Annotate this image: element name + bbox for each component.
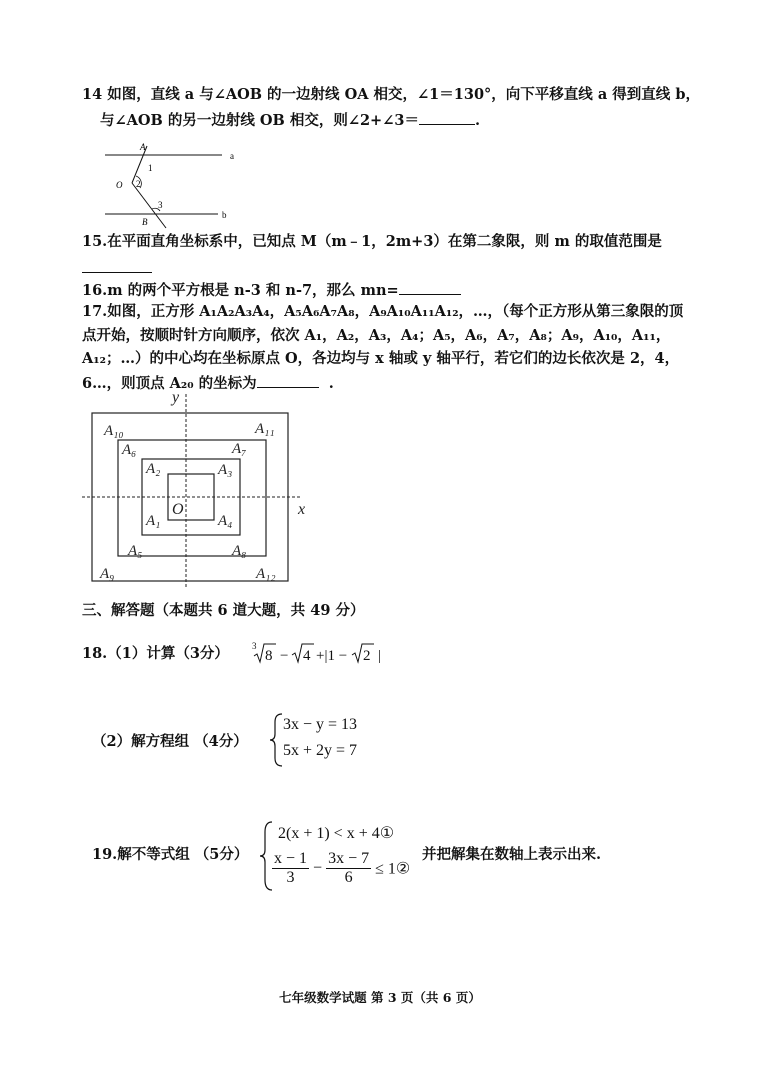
label-a4: A₄ — [218, 513, 233, 529]
q19-frac1-num: x − 1 — [274, 850, 308, 867]
q17-line4-end: . — [328, 375, 334, 392]
q18-part2-label: （2）解方程组 （4分） — [92, 733, 248, 750]
q14-figure — [100, 138, 240, 230]
q16-answer-blank — [399, 280, 461, 295]
q14-line2 — [100, 110, 480, 130]
label-a6: A₆ — [122, 442, 137, 458]
q15-line1: 15.在平面直角坐标系中，已知点 M（m﹣1，2m+3）在第二象限，则 m 的取值范围是 — [82, 233, 662, 250]
q14-label-2: 2 — [136, 179, 141, 189]
q19-ineq1: 2(x + 1) < x + 4① — [278, 825, 395, 842]
q14-label-b: b — [222, 210, 227, 220]
label-a10: A₁₀ — [104, 423, 124, 439]
q14-label-O: O — [116, 180, 123, 190]
label-a11: A₁₁ — [255, 421, 275, 437]
cube-root-index: 3 — [252, 641, 257, 651]
q15-answer-blank — [82, 258, 152, 273]
x-axis-label: x — [298, 501, 306, 518]
q17-answer-blank — [257, 373, 319, 388]
radicand-2: 2 — [363, 648, 371, 664]
q19-frac1-den: 3 — [286, 869, 295, 886]
q19-suffix: 并把解集在数轴上表示出来. — [422, 846, 602, 863]
q19-ineq2: $\frac{x - 1}{3}$ − $\frac{3x - 7}{6}$ ≤ 1② — [274, 850, 411, 886]
q19-label: 19.解不等式组 （5分） — [92, 846, 249, 863]
q16-text: 16.m 的两个平方根是 n-3 和 n-7，那么 mn= — [82, 282, 399, 299]
svg-text:−: − — [280, 648, 289, 664]
label-a7: A₇ — [232, 441, 247, 457]
label-a12: A₁₂ — [256, 566, 276, 582]
q17-line2: 点开始，按顺时针方向顺序，依次 A₁，A₂，A₃，A₄；A₅，A₆，A₇，A₈；A₉，A₁₀，A₁₁， — [82, 327, 671, 344]
label-a1: A₁ — [146, 513, 161, 529]
q18-eq1: 3x − y = 13 — [283, 716, 358, 733]
square-a5-a8 — [118, 440, 266, 556]
q14-label-3: 3 — [158, 200, 163, 210]
q19-frac2-num: 3x − 7 — [328, 850, 370, 867]
q15-line2 — [82, 258, 152, 278]
q14-label-B: B — [142, 217, 148, 227]
q16-line — [82, 280, 461, 300]
q14-answer-blank — [419, 110, 475, 125]
q14-line2-text: 与∠AOB 的另一边射线 OB 相交，则∠2+∠3＝ — [100, 112, 419, 129]
svg-text:|: | — [378, 648, 382, 664]
radicand-4: 4 — [303, 648, 311, 664]
section3-title: 三、解答题（本题共 6 道大题，共 49 分） — [82, 602, 365, 619]
q17-figure — [80, 388, 320, 588]
q19-frac2-den: 6 — [344, 869, 353, 886]
q14-label-1: 1 — [148, 163, 153, 173]
label-a3: A₃ — [218, 462, 233, 478]
q18-eq2: 5x + 2y = 7 — [283, 742, 358, 759]
q19-frac1 — [272, 850, 309, 887]
q14-line2-end: . — [474, 112, 481, 129]
q17-line3: A₁₂；…）的中心均在坐标原点 O，各边均与 x 轴或 y 轴平行，若它们的边长依次是 2，4， — [82, 350, 680, 367]
q18-part1-label: 18.（1）计算（3分） — [82, 645, 229, 662]
origin-label: O — [172, 501, 184, 518]
label-a2: A₂ — [146, 461, 161, 477]
q14-line1: 14 如图，直线 a 与∠AOB 的一边射线 OA 相交，∠1＝130°，向下平移直线 a 得到直线 b， — [82, 86, 700, 103]
q14-label-A: A — [140, 142, 146, 152]
label-a8: A₈ — [232, 543, 247, 559]
label-a5: A₅ — [128, 543, 143, 559]
q19-ineq2-tail: ≤ 1② — [375, 860, 411, 878]
svg-text:+|1 −: +|1 − — [316, 648, 348, 664]
q19-frac2 — [326, 850, 371, 887]
label-a9: A₉ — [100, 566, 115, 582]
page-footer: 七年级数学试题 第 3 页（共 6 页） — [279, 990, 481, 1005]
radicand-8: 8 — [265, 648, 273, 664]
q18-part1-expression — [250, 638, 400, 668]
q17-line4-text: 6…，则顶点 A₂₀ 的坐标为 — [82, 375, 257, 392]
q14-label-a: a — [230, 151, 234, 161]
y-axis-label: y — [172, 389, 180, 406]
q17-line1: 17.如图，正方形 A₁A₂A₃A₄，A₅A₆A₇A₈，A₉A₁₀A₁₁A₁₂，…，（每个正方形从第三象限的顶 — [82, 303, 684, 320]
